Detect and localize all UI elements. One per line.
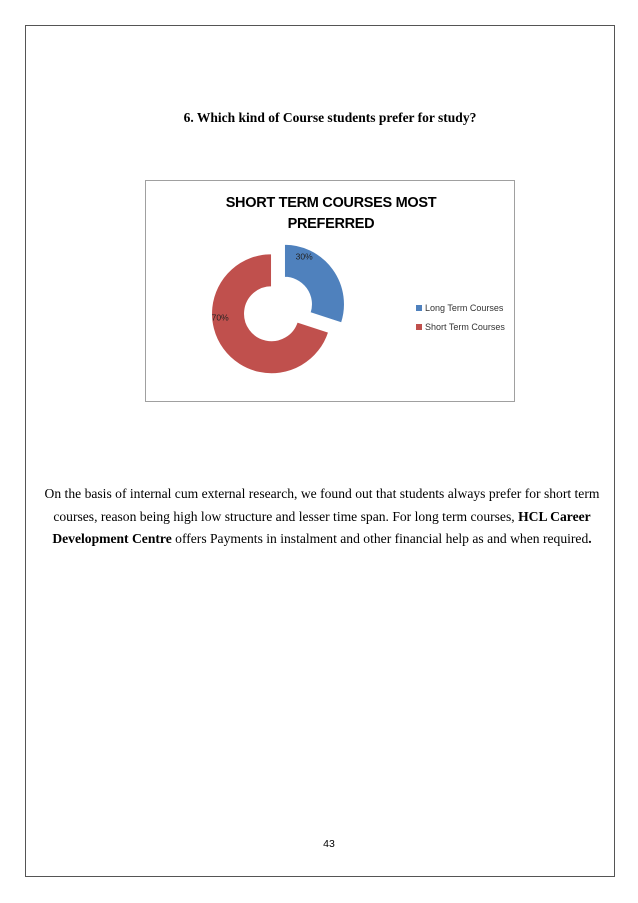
- page-border: [25, 25, 615, 877]
- paragraph-text-2: offers Payments in instalment and other financial help as and when required: [171, 531, 589, 546]
- legend-swatch-1: [416, 305, 422, 311]
- paragraph-org-name: HCL Career Development Centre: [52, 508, 591, 546]
- donut-slice-long-term-courses: [284, 244, 344, 323]
- data-label-2: 70%: [211, 312, 229, 323]
- question-heading: 6. Which kind of Course students prefer for study?: [183, 110, 477, 125]
- paragraph-end-mark: .: [588, 531, 592, 546]
- body-paragraph: [32, 483, 612, 551]
- paragraph-text-1: On the basis of internal cum external research, we found out that students always prefer for short term courses, reason being high low structure and lesser time span. For long term courses,: [44, 486, 600, 524]
- chart-title-line-1: SHORT TERM COURSES MOST: [225, 195, 437, 211]
- chart-container: [145, 180, 515, 402]
- legend-label-1: Long Term Courses: [425, 303, 504, 313]
- legend-label-2: Short Term Courses: [425, 322, 505, 332]
- page-number: 43: [323, 838, 335, 850]
- chart-title-line-2: PREFERRED: [287, 216, 375, 232]
- data-label-1: 30%: [295, 251, 313, 262]
- legend-swatch-2: [416, 324, 422, 330]
- chart-title: [146, 193, 516, 235]
